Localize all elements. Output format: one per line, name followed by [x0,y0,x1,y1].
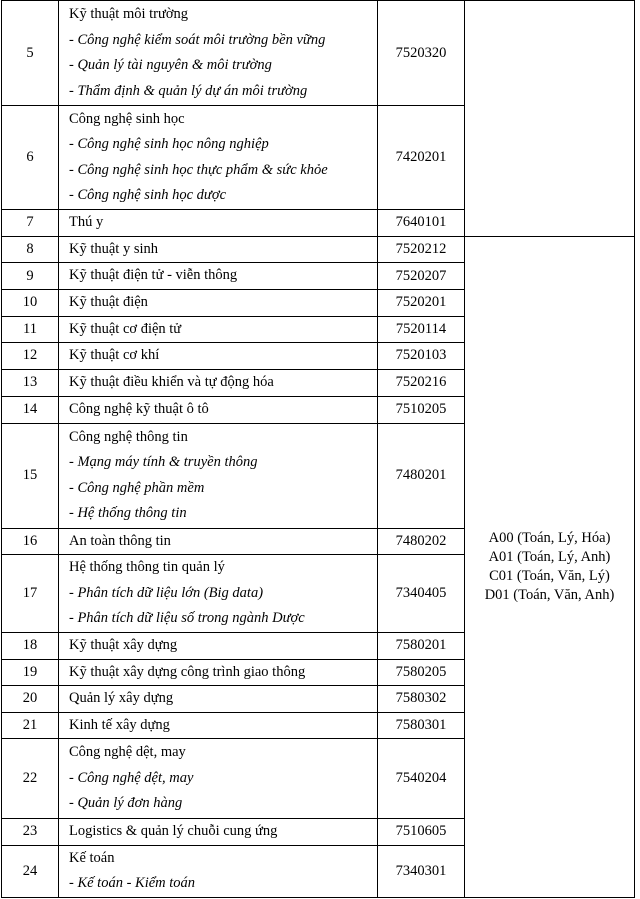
table-row [2,1,635,106]
major-name-cell [59,632,378,659]
row-number: 19 [2,659,59,686]
major-code: 7420201 [378,106,465,210]
major-name-cell [59,290,378,317]
specialization: - Phân tích dữ liệu lớn (Big data) [69,584,264,601]
major-title: Logistics & quản lý chuỗi cung ứng [69,823,278,839]
major-name-cell [59,845,378,897]
specialization: - Mạng máy tính & truyền thông [69,454,258,470]
major-code: 7480201 [378,423,465,528]
row-number: 23 [2,819,59,846]
row-number: 17 [2,555,59,633]
major-code: 7520201 [378,290,465,317]
specialization: - Hệ thống thông tin [69,505,187,521]
major-code: 7580302 [378,686,465,713]
row-number: 13 [2,369,59,396]
specialization: - Công nghệ phần mềm [69,479,205,496]
major-title: Kỹ thuật xây dựng công trình giao thông [69,663,306,680]
specialization: - Quản lý đơn hàng [69,795,183,812]
major-code: 7640101 [378,210,465,237]
major-title: Kỹ thuật y sinh [69,240,159,257]
major-name-cell [59,686,378,713]
major-title: Công nghệ dệt, may [69,744,186,761]
major-code: 7520207 [378,263,465,290]
major-title: Công nghệ thông tin [69,428,188,445]
combination-cell [465,236,635,897]
specialization: - Công nghệ kiểm soát môi trường bền vững [69,31,326,48]
major-name-cell [59,659,378,686]
major-code: 7520212 [378,236,465,263]
row-number: 6 [2,106,59,210]
major-code: 7580201 [378,632,465,659]
major-code: 7520103 [378,343,465,370]
major-code: 7340405 [378,555,465,633]
major-name-cell [59,528,378,555]
row-number: 16 [2,528,59,555]
major-code: 7340301 [378,845,465,897]
major-name-cell [59,210,378,237]
major-title: Kế toán [69,849,115,866]
major-code: 7520320 [378,1,465,106]
row-number: 8 [2,236,59,263]
row-number: 11 [2,316,59,343]
major-name-cell [59,739,378,819]
row-number: 14 [2,396,59,423]
subject-combination: D01 (Toán, Văn, Anh) [484,586,615,603]
specialization: - Phân tích dữ liệu số trong ngành Dược [69,610,305,626]
specialization: - Công nghệ sinh học dược [69,187,227,203]
major-name-cell [59,819,378,846]
major-name-cell [59,106,378,210]
major-title: Hệ thống thông tin quản lý [69,559,225,575]
major-title: Quản lý xây dựng [69,690,174,706]
table-row [2,236,635,263]
combination-cell-empty [465,1,635,237]
major-name-cell [59,555,378,633]
major-code: 7510605 [378,819,465,846]
major-title: Kỹ thuật điện [69,294,148,310]
admission-table [1,0,635,898]
specialization: - Công nghệ sinh học nông nghiệp [69,136,269,152]
specialization: - Kế toán - Kiểm toán [69,875,196,891]
major-code: 7520216 [378,369,465,396]
row-number: 9 [2,263,59,290]
major-title: Công nghệ kỹ thuật ô tô [69,400,209,417]
major-code: 7580301 [378,712,465,739]
specialization: - Quản lý tài nguyên & môi trường [69,57,272,73]
major-title: Kinh tế xây dựng [69,716,170,733]
major-name-cell [59,712,378,739]
table-body [2,1,635,898]
major-title: Kỹ thuật điều khiển và tự động hóa [69,373,274,390]
major-title: Kỹ thuật điện tử - viễn thông [69,267,238,284]
row-number: 12 [2,343,59,370]
major-name-cell [59,263,378,290]
major-name-cell [59,316,378,343]
major-name-cell [59,369,378,396]
major-code: 7480202 [378,528,465,555]
row-number: 20 [2,686,59,713]
specialization: - Công nghệ dệt, may [69,769,194,786]
major-name-cell [59,423,378,528]
specialization: - Thẩm định & quản lý dự án môi trường [69,82,308,99]
major-title: Kỹ thuật môi trường [69,6,189,22]
subject-combination: A00 (Toán, Lý, Hóa) [488,529,611,546]
major-name-cell [59,343,378,370]
row-number: 18 [2,632,59,659]
major-code: 7510205 [378,396,465,423]
subject-combination: C01 (Toán, Văn, Lý) [489,567,610,584]
row-number: 5 [2,1,59,106]
major-title: An toàn thông tin [69,532,171,549]
specialization: - Công nghệ sinh học thực phẩm & sức khỏe [69,161,328,178]
major-name-cell [59,236,378,263]
row-number: 10 [2,290,59,317]
subject-combination: A01 (Toán, Lý, Anh) [488,548,611,565]
major-code: 7580205 [378,659,465,686]
major-title: Thú y [69,214,104,230]
row-number: 24 [2,845,59,897]
major-title: Công nghệ sinh học [69,110,185,127]
row-number: 21 [2,712,59,739]
major-title: Kỹ thuật cơ điện tử [69,320,182,337]
major-code: 7520114 [378,316,465,343]
major-name-cell [59,1,378,106]
major-title: Kỹ thuật cơ khí [69,347,160,363]
row-number: 15 [2,423,59,528]
row-number: 22 [2,739,59,819]
row-number: 7 [2,210,59,237]
major-title: Kỹ thuật xây dựng [69,636,178,653]
major-name-cell [59,396,378,423]
major-code: 7540204 [378,739,465,819]
